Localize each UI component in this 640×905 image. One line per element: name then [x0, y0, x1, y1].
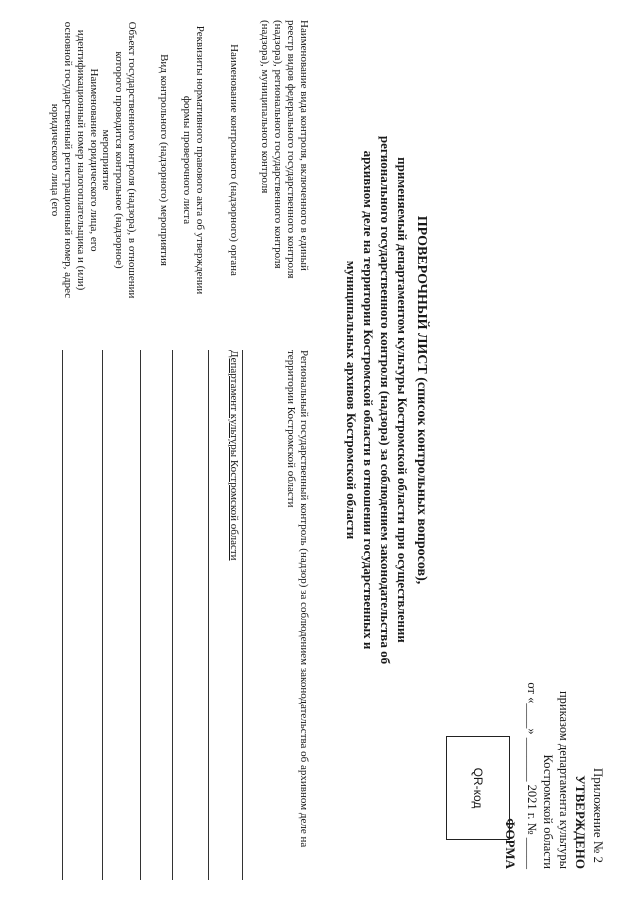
- underline: [140, 350, 141, 880]
- table-row: [100, 20, 138, 900]
- row-value: [60, 310, 100, 900]
- row-label: Наименование контрольного (надзорного) органа: [228, 44, 240, 276]
- table-row: [49, 20, 100, 900]
- underline: [172, 350, 173, 880]
- row-value-text: [202, 350, 206, 900]
- form-label: ФОРМА: [503, 818, 518, 869]
- underline: [208, 350, 209, 880]
- table-row: [240, 20, 310, 900]
- table-row: [206, 20, 240, 900]
- row-value: [138, 310, 170, 900]
- underline: [62, 350, 63, 880]
- table-row: [170, 20, 206, 900]
- table-row: [138, 20, 170, 900]
- row-value: [170, 310, 206, 900]
- row-value-text: Департамент культуры Костромской области: [228, 350, 240, 561]
- row-label: Реквизиты нормативного правового акта об утверждении формы проверочного листа: [181, 25, 206, 295]
- row-value-text: [166, 350, 170, 900]
- row-value: [240, 310, 310, 900]
- qr-code-label: QR-код: [471, 767, 485, 809]
- approved-line-1: приказом департамента культуры: [557, 690, 571, 869]
- title-sub: применяемый департаментом культуры Костромской области при осуществлении регионального государственного контроля (надзора) за соблюдением законодательства об архивном деле на территории Костромской области в отношении государственных и муниципальных архивов Костромской области: [344, 135, 410, 665]
- row-value: [100, 310, 138, 900]
- approved-heading: УТВЕРЖДЕНО: [573, 775, 588, 869]
- qr-code-placeholder: [446, 736, 510, 840]
- annex-number: Приложение № 2: [591, 767, 606, 863]
- row-value: [206, 310, 240, 900]
- approved-line-2: Костромской области: [541, 754, 555, 869]
- approved-line-3: от «____» _______ 2021 г. № _____: [525, 682, 539, 869]
- row-label: Объект государственного контроля (надзора), в отношении которого проводится контрольное (надзорное) мероприятие: [100, 21, 138, 299]
- underline: [242, 350, 243, 880]
- row-label: Наименование вида контроля, включенного в единый реестр видов федерального государственного контроля (надзора), регионального государственного контроля (надзора), муниципального контроля: [259, 20, 310, 279]
- document-title: [343, 130, 430, 670]
- row-value-text: [96, 350, 100, 900]
- approval-block: [524, 549, 588, 869]
- row-value-text: Региональный государственный контроль (надзор) за соблюдением законодательства об архивном деле на территории Костромской области: [285, 350, 310, 848]
- title-main: ПРОВЕРОЧНЫЙ ЛИСТ (список контрольных вопросов),: [414, 215, 429, 585]
- row-value-text: [134, 350, 138, 900]
- row-label: Вид контрольного (надзорного) мероприятия: [158, 54, 170, 266]
- row-label: Наименование юридического лица, его идентификационный номер налогоплательщика и (или) основной государственный регистрационный номер, адрес юридического лица (его: [49, 21, 100, 299]
- underline: [102, 350, 103, 880]
- info-table: [49, 20, 310, 900]
